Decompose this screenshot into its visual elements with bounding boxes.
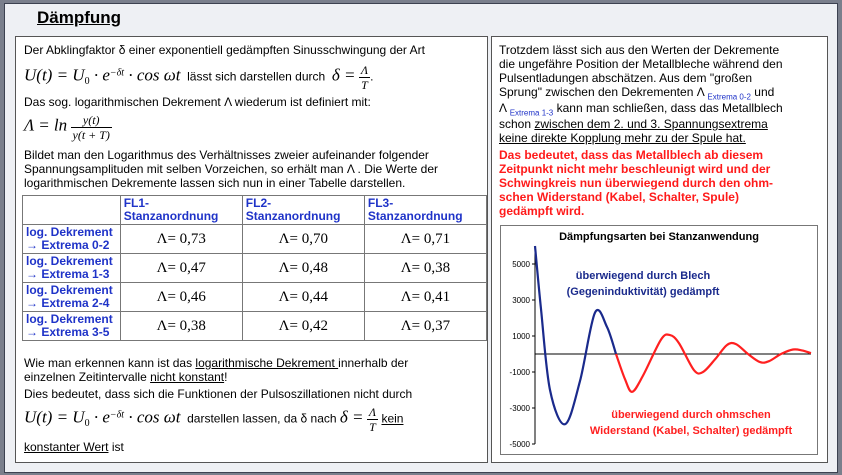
row-label: log. Dekrement → Extrema 2-4	[23, 283, 121, 312]
paragraph-line: die ungefähre Position der Metallbleche während den	[499, 57, 783, 71]
left-text-panel	[15, 36, 488, 463]
paragraph-line: keine direkte Kopplung mehr zu der Spule hat.	[499, 131, 746, 145]
definition-text: Das sog. logarithmischen Dekrement Λ wiederum ist definiert mit:	[24, 95, 371, 109]
damping-chart	[500, 225, 818, 455]
formula-2: Λ = ln $\frac{y(t)}{y(t + T)}$	[24, 113, 110, 142]
conclusion-line: konstanter Wert ist	[24, 440, 124, 454]
table-cell: Λ= 0,71	[364, 225, 486, 254]
row-label: log. Dekrement → Extrema 0-2	[23, 225, 121, 254]
table-cell: Λ= 0,37	[364, 312, 486, 341]
table-header-row	[23, 196, 487, 225]
annotation-blech: (Gegeninduktivität) gedämpft	[566, 286, 720, 298]
paragraph-line: Λ $_{Extrema 1-3}$ kann man schließen, dass das Metallblech	[499, 101, 783, 118]
paragraph-line: Pulsentladungen abschätzen. Aus dem "großen	[499, 71, 753, 85]
slide	[4, 3, 838, 473]
decrement-table	[22, 195, 487, 341]
table-cell: Λ= 0,42	[242, 312, 364, 341]
table-cell: Λ= 0,70	[242, 225, 364, 254]
intro-text: Der Abklingfaktor δ einer exponentiell gedämpften Sinusschwingung der Art	[24, 43, 425, 57]
annotation-blech: überwiegend durch Blech	[575, 270, 711, 282]
y-tick-label: -1000	[509, 368, 530, 377]
table-cell: Λ= 0,38	[120, 312, 242, 341]
paragraph-line: Bildet man den Logarithmus des Verhältnisses zweier aufeinander folgender	[24, 148, 429, 162]
table-cell: Λ= 0,41	[364, 283, 486, 312]
fraction-y-ratio: $\frac{y(t)}{y(t + T)}$	[72, 113, 110, 142]
paragraph-line: logarithmischen Dekremente lassen sich nun in einer Tabelle darstellen.	[24, 176, 406, 190]
formula-1: $U(t) = U_0 \cdot e^{-\delta t} \cdot \cos \omega t$ lässt sich darstellen durch δ = $\frac{\Lambda}{T}$ .	[24, 63, 374, 92]
table-cell: Λ= 0,38	[364, 254, 486, 283]
paragraph-line: Sprung" zwischen den Dekrementen Λ $_{Extrema 0-2}$ und	[499, 85, 775, 102]
red-highlight-line: schen Widerstand (Kabel, Schalter, Spule)	[499, 190, 739, 204]
annotation-ohm: überwiegend durch ohmschen	[611, 409, 771, 421]
conclusion-line: Dies bedeutet, dass sich die Funktionen der Pulsoszillationen nicht durch	[24, 387, 413, 401]
paragraph-line: Spannungsamplituden mit selben Vorzeichen, so erhält man Λ . Die Werte der	[24, 162, 439, 176]
y-tick-label: 5000	[512, 260, 530, 269]
paragraph-line: Trotzdem lässt sich aus den Werten der Dekremente	[499, 43, 780, 57]
annotation-ohm: Widerstand (Kabel, Schalter) gedämpft	[589, 425, 793, 437]
y-tick-label: -3000	[509, 404, 530, 413]
table-cell: Λ= 0,48	[242, 254, 364, 283]
fraction-lambda-over-t: $\frac{\Lambda}{T}$	[360, 63, 369, 92]
row-label: log. Dekrement → Extrema 1-3	[23, 254, 121, 283]
fraction-lambda-over-t: $\frac{\Lambda}{T}$	[368, 405, 377, 434]
header-fl1: FL1- Stanzanordnung	[120, 196, 242, 225]
red-highlight-line: Schwingkreis nun überwiegend durch den ohm-	[499, 176, 774, 190]
conclusion-line: einzelnen Zeitintervalle nicht konstant!	[24, 370, 228, 384]
y-tick-label: 3000	[512, 296, 530, 305]
table-row	[23, 254, 487, 283]
table-cell: Λ= 0,47	[120, 254, 242, 283]
row-label: log. Dekrement → Extrema 3-5	[23, 312, 121, 341]
table-cell: Λ= 0,73	[120, 225, 242, 254]
y-tick-label: -5000	[509, 440, 530, 449]
right-text-panel	[491, 36, 828, 463]
formula-3: $U(t) = U_0 \cdot e^{-\delta t} \cdot \cos \omega t$ darstellen lassen, da δ nach δ = $\frac{\Lambda}{T}$ kein	[24, 405, 404, 434]
table-row	[23, 283, 487, 312]
y-tick-label: 1000	[512, 332, 530, 341]
series-line-1	[616, 334, 811, 391]
paragraph-line: schon zwischen dem 2. und 3. Spannungsextrema	[499, 117, 768, 131]
table-cell: Λ= 0,46	[120, 283, 242, 312]
table-row	[23, 312, 487, 341]
red-highlight-line: Das bedeutet, dass das Metallblech ab diesem	[499, 148, 764, 162]
table-cell: Λ= 0,44	[242, 283, 364, 312]
red-highlight-line: gedämpft wird.	[499, 204, 585, 218]
conclusion-line: Wie man erkennen kann ist das logarithmische Dekrement innerhalb der	[24, 356, 409, 370]
header-fl3: FL3- Stanzanordnung	[364, 196, 486, 225]
red-highlight-line: Zeitpunkt nicht mehr beschleunigt wird und der	[499, 162, 771, 176]
chart-title: Dämpfungsarten bei Stanzanwendung	[559, 231, 759, 243]
header-fl2: FL2- Stanzanordnung	[242, 196, 364, 225]
page-title: Dämpfung	[37, 8, 122, 27]
table-row	[23, 225, 487, 254]
chart-svg	[501, 226, 817, 454]
